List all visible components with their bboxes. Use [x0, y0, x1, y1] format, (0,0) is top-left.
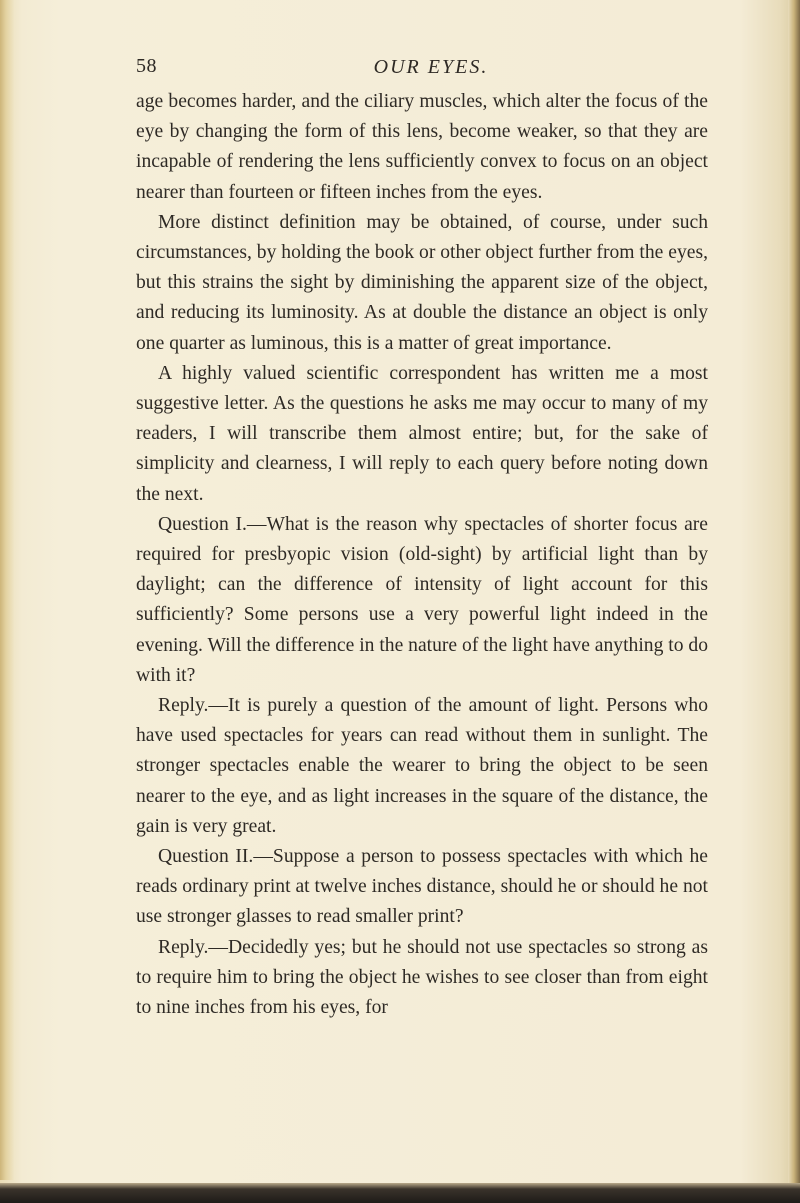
paragraph: A highly valued scientific correspondent has written me a most suggestive letter. As the questions he asks me may occur to many of my readers, I will transcribe them almost entire; but, for the sake of simplicity and clearness, I will reply to each query before noting down the next.	[136, 362, 708, 505]
running-title: OUR EYES.	[373, 56, 489, 78]
body-text	[136, 87, 708, 1023]
paragraph: Reply.—Decidedly yes; but he should not use spectacles so strong as to require him to bring the object he wishes to see closer than from eight to nine inches from his eyes, for	[136, 936, 708, 1019]
page-number: 58	[136, 55, 157, 77]
paragraph: Reply.—It is purely a question of the amount of light. Persons who have used spectacles for years can read without them in sunlight. The stronger spectacles enable the wearer to bring the object to be seen nearer to the eye, and as light increases in the square of the distance, the gain is very great.	[136, 695, 708, 837]
paragraph: Question II.—Suppose a person to possess spectacles with which he reads ordinary print at twelve inches distance, should he or should he not use stronger glasses to read smaller print?	[136, 846, 708, 928]
page-edge	[788, 0, 800, 1203]
paragraph: More distinct definition may be obtained, of course, under such circumstances, by holding the book or other object further from the eyes, but this strains the sight by diminishing the apparent size of the object, and reducing its luminosity. As at double the distance an object is only one quarter as luminous, this is a matter of great importance.	[136, 211, 708, 354]
page-header	[136, 52, 726, 82]
paragraph: age becomes harder, and the ciliary muscles, which alter the focus of the eye by changing the form of this lens, become weaker, so that they are incapable of rendering the lens sufficiently convex to focus on an object nearer than fourteen or fifteen inches from the eyes.	[136, 91, 708, 203]
paragraph: Question I.—What is the reason why spectacles of shorter focus are required for presbyopic vision (old-sight) by artificial light than by daylight; can the difference of intensity of light account for this sufficiently? Some persons use a very powerful light indeed in the evening. Will the difference in the nature of the light have anything to do with it?	[136, 513, 708, 686]
page-gutter	[0, 0, 14, 1180]
page-bottom-edge	[0, 1183, 800, 1203]
